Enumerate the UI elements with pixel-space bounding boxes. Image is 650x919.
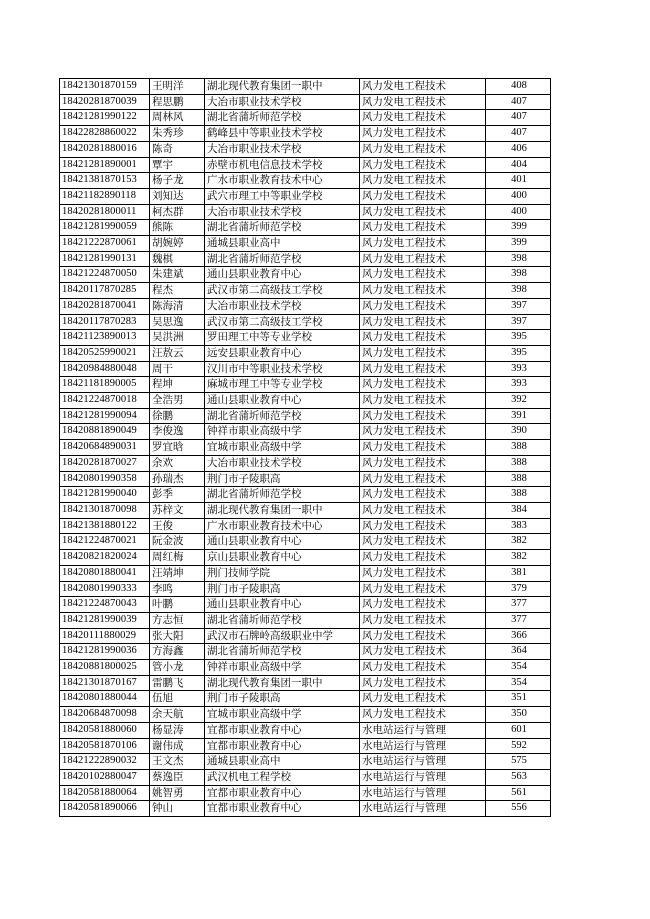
table-row [60, 173, 551, 189]
table-row [60, 471, 551, 487]
table-row [60, 502, 551, 518]
candidate-id-cell: 18420801990358 [60, 471, 150, 487]
school-cell: 鹤峰县中等职业技术学校 [205, 126, 360, 142]
candidate-id-cell: 18421182890118 [60, 188, 150, 204]
score-cell: 364 [486, 644, 551, 660]
table-row [60, 314, 551, 330]
name-cell: 周干 [150, 361, 205, 377]
school-cell: 宜都市职业教育中心 [205, 785, 360, 801]
name-cell: 徐鹏 [150, 408, 205, 424]
major-cell: 风力发电工程技术 [360, 141, 486, 157]
table-row [60, 565, 551, 581]
name-cell: 雷鹏飞 [150, 675, 205, 691]
major-cell: 风力发电工程技术 [360, 220, 486, 236]
score-cell: 601 [486, 722, 551, 738]
major-cell: 风力发电工程技术 [360, 298, 486, 314]
major-cell: 风力发电工程技术 [360, 110, 486, 126]
score-cell: 398 [486, 267, 551, 283]
score-cell: 351 [486, 691, 551, 707]
table-row [60, 79, 551, 95]
score-cell: 388 [486, 455, 551, 471]
score-cell: 393 [486, 361, 551, 377]
name-cell: 孙瑞杰 [150, 471, 205, 487]
score-cell: 382 [486, 550, 551, 566]
major-cell: 风力发电工程技术 [360, 377, 486, 393]
major-cell: 风力发电工程技术 [360, 502, 486, 518]
major-cell: 水电站运行与管理 [360, 801, 486, 817]
score-cell: 377 [486, 612, 551, 628]
school-cell: 宜都市职业教育中心 [205, 801, 360, 817]
school-cell: 武穴市理工中等职业学校 [205, 188, 360, 204]
name-cell: 管小龙 [150, 660, 205, 676]
candidate-id-cell: 18421123890013 [60, 330, 150, 346]
name-cell: 汪靖坤 [150, 565, 205, 581]
candidate-id-cell: 18421281990039 [60, 612, 150, 628]
table-row [60, 769, 551, 785]
candidate-id-cell: 18420281800011 [60, 204, 150, 220]
major-cell: 风力发电工程技术 [360, 236, 486, 252]
candidate-id-cell: 18421301870167 [60, 675, 150, 691]
table-row [60, 267, 551, 283]
score-cell: 561 [486, 785, 551, 801]
candidate-id-cell: 18420801990333 [60, 581, 150, 597]
table-row [60, 597, 551, 613]
major-cell: 水电站运行与管理 [360, 738, 486, 754]
school-cell: 赤壁市机电信息技术学校 [205, 157, 360, 173]
name-cell: 胡婉婷 [150, 236, 205, 252]
score-cell: 399 [486, 236, 551, 252]
school-cell: 湖北现代教育集团一职中 [205, 675, 360, 691]
school-cell: 宜都市职业教育中心 [205, 738, 360, 754]
score-cell: 407 [486, 126, 551, 142]
school-cell: 广水市职业教育技术中心 [205, 518, 360, 534]
candidate-id-cell: 18420281870039 [60, 94, 150, 110]
name-cell: 全浩男 [150, 393, 205, 409]
name-cell: 陈海清 [150, 298, 205, 314]
school-cell: 麻城市理工中等专业学校 [205, 377, 360, 393]
candidate-id-cell: 18420281870041 [60, 298, 150, 314]
major-cell: 风力发电工程技术 [360, 345, 486, 361]
name-cell: 叶鹏 [150, 597, 205, 613]
score-cell: 382 [486, 534, 551, 550]
major-cell: 风力发电工程技术 [360, 157, 486, 173]
candidate-id-cell: 18420821820024 [60, 550, 150, 566]
table-row [60, 110, 551, 126]
school-cell: 湖北省蒲圻师范学校 [205, 644, 360, 660]
candidate-id-cell: 18421224870021 [60, 534, 150, 550]
major-cell: 风力发电工程技术 [360, 550, 486, 566]
name-cell: 程思鹏 [150, 94, 205, 110]
table-row [60, 455, 551, 471]
name-cell: 苏梓文 [150, 502, 205, 518]
major-cell: 风力发电工程技术 [360, 487, 486, 503]
school-cell: 通山县职业教育中心 [205, 267, 360, 283]
candidate-id-cell: 18420525990021 [60, 345, 150, 361]
score-table [59, 78, 551, 817]
table-row [60, 612, 551, 628]
major-cell: 风力发电工程技术 [360, 424, 486, 440]
major-cell: 风力发电工程技术 [360, 440, 486, 456]
table-row [60, 220, 551, 236]
school-cell: 通山县职业教育中心 [205, 597, 360, 613]
table-row [60, 660, 551, 676]
table-row [60, 785, 551, 801]
score-cell: 398 [486, 283, 551, 299]
score-cell: 556 [486, 801, 551, 817]
candidate-id-cell: 18421301870098 [60, 502, 150, 518]
table-row [60, 518, 551, 534]
candidate-id-cell: 18421281990122 [60, 110, 150, 126]
table-row [60, 94, 551, 110]
major-cell: 水电站运行与管理 [360, 785, 486, 801]
major-cell: 风力发电工程技术 [360, 94, 486, 110]
name-cell: 杨显涛 [150, 722, 205, 738]
school-cell: 湖北省蒲圻师范学校 [205, 612, 360, 628]
candidate-id-cell: 18420984880048 [60, 361, 150, 377]
candidate-id-cell: 18420581880064 [60, 785, 150, 801]
table-row [60, 298, 551, 314]
major-cell: 风力发电工程技术 [360, 204, 486, 220]
candidate-id-cell: 18421224870043 [60, 597, 150, 613]
candidate-id-cell: 18420881800025 [60, 660, 150, 676]
name-cell: 余欢 [150, 455, 205, 471]
name-cell: 程杰 [150, 283, 205, 299]
school-cell: 湖北现代教育集团一职中 [205, 502, 360, 518]
major-cell: 风力发电工程技术 [360, 283, 486, 299]
candidate-id-cell: 18420581880060 [60, 722, 150, 738]
name-cell: 罗宜晗 [150, 440, 205, 456]
school-cell: 通山县职业教育中心 [205, 534, 360, 550]
name-cell: 彭季 [150, 487, 205, 503]
table-row [60, 126, 551, 142]
score-cell: 592 [486, 738, 551, 754]
table-row [60, 487, 551, 503]
table-row [60, 393, 551, 409]
major-cell: 风力发电工程技术 [360, 267, 486, 283]
major-cell: 风力发电工程技术 [360, 534, 486, 550]
major-cell: 风力发电工程技术 [360, 518, 486, 534]
name-cell: 阮金波 [150, 534, 205, 550]
major-cell: 风力发电工程技术 [360, 314, 486, 330]
name-cell: 朱秀珍 [150, 126, 205, 142]
major-cell: 风力发电工程技术 [360, 691, 486, 707]
name-cell: 余天航 [150, 707, 205, 723]
table-row [60, 330, 551, 346]
table-row [60, 345, 551, 361]
major-cell: 水电站运行与管理 [360, 769, 486, 785]
major-cell: 风力发电工程技术 [360, 361, 486, 377]
major-cell: 风力发电工程技术 [360, 251, 486, 267]
major-cell: 风力发电工程技术 [360, 597, 486, 613]
school-cell: 宜城市职业高级中学 [205, 707, 360, 723]
candidate-id-cell: 18420881890049 [60, 424, 150, 440]
school-cell: 武汉市石牌岭高级职业中学 [205, 628, 360, 644]
score-cell: 379 [486, 581, 551, 597]
score-table-body [60, 79, 551, 817]
name-cell: 熊陈 [150, 220, 205, 236]
table-row [60, 738, 551, 754]
candidate-id-cell: 18421224870050 [60, 267, 150, 283]
major-cell: 风力发电工程技术 [360, 644, 486, 660]
table-row [60, 251, 551, 267]
school-cell: 湖北省蒲圻师范学校 [205, 110, 360, 126]
major-cell: 风力发电工程技术 [360, 675, 486, 691]
school-cell: 大冶市职业技术学校 [205, 94, 360, 110]
score-cell: 404 [486, 157, 551, 173]
candidate-id-cell: 18421281990131 [60, 251, 150, 267]
table-row [60, 361, 551, 377]
score-cell: 393 [486, 377, 551, 393]
table-row [60, 550, 551, 566]
score-cell: 350 [486, 707, 551, 723]
candidate-id-cell: 18420801880044 [60, 691, 150, 707]
school-cell: 远安县职业教育中心 [205, 345, 360, 361]
name-cell: 柯杰群 [150, 204, 205, 220]
school-cell: 钟祥市职业高级中学 [205, 660, 360, 676]
table-row [60, 628, 551, 644]
name-cell: 王文杰 [150, 754, 205, 770]
table-row [60, 204, 551, 220]
school-cell: 湖北现代教育集团一职中 [205, 79, 360, 95]
score-cell: 406 [486, 141, 551, 157]
candidate-id-cell: 18421281890001 [60, 157, 150, 173]
major-cell: 风力发电工程技术 [360, 660, 486, 676]
score-cell: 401 [486, 173, 551, 189]
major-cell: 风力发电工程技术 [360, 471, 486, 487]
candidate-id-cell: 18420581870106 [60, 738, 150, 754]
score-cell: 388 [486, 440, 551, 456]
score-cell: 400 [486, 188, 551, 204]
name-cell: 魏棋 [150, 251, 205, 267]
candidate-id-cell: 18421381880122 [60, 518, 150, 534]
score-cell: 397 [486, 298, 551, 314]
score-cell: 395 [486, 345, 551, 361]
score-cell: 397 [486, 314, 551, 330]
name-cell: 周林风 [150, 110, 205, 126]
candidate-id-cell: 18420581890066 [60, 801, 150, 817]
score-cell: 400 [486, 204, 551, 220]
major-cell: 风力发电工程技术 [360, 628, 486, 644]
table-row [60, 707, 551, 723]
score-cell: 575 [486, 754, 551, 770]
table-row [60, 141, 551, 157]
candidate-id-cell: 18421281990040 [60, 487, 150, 503]
school-cell: 通城县职业高中 [205, 754, 360, 770]
table-row [60, 581, 551, 597]
major-cell: 风力发电工程技术 [360, 330, 486, 346]
candidate-id-cell: 18420684890031 [60, 440, 150, 456]
school-cell: 通城县职业高中 [205, 236, 360, 252]
major-cell: 风力发电工程技术 [360, 581, 486, 597]
school-cell: 大冶市职业技术学校 [205, 204, 360, 220]
candidate-id-cell: 18420684870098 [60, 707, 150, 723]
table-row [60, 440, 551, 456]
score-cell: 395 [486, 330, 551, 346]
name-cell: 姚智勇 [150, 785, 205, 801]
candidate-id-cell: 18420281880016 [60, 141, 150, 157]
school-cell: 钟祥市职业高级中学 [205, 424, 360, 440]
table-row [60, 236, 551, 252]
name-cell: 张大阳 [150, 628, 205, 644]
school-cell: 宜都市职业教育中心 [205, 722, 360, 738]
major-cell: 水电站运行与管理 [360, 722, 486, 738]
score-cell: 390 [486, 424, 551, 440]
candidate-id-cell: 18421224870018 [60, 393, 150, 409]
school-cell: 荆门市子陵职高 [205, 581, 360, 597]
score-cell: 398 [486, 251, 551, 267]
name-cell: 钟山 [150, 801, 205, 817]
table-row [60, 157, 551, 173]
school-cell: 湖北省蒲圻师范学校 [205, 408, 360, 424]
name-cell: 吴洪洲 [150, 330, 205, 346]
school-cell: 宜城市职业高级中学 [205, 440, 360, 456]
score-cell: 384 [486, 502, 551, 518]
school-cell: 大冶市职业技术学校 [205, 298, 360, 314]
major-cell: 风力发电工程技术 [360, 188, 486, 204]
table-row [60, 644, 551, 660]
candidate-id-cell: 18420117870285 [60, 283, 150, 299]
candidate-id-cell: 18420801880041 [60, 565, 150, 581]
candidate-id-cell: 18421181890005 [60, 377, 150, 393]
table-row [60, 283, 551, 299]
name-cell: 谢伟成 [150, 738, 205, 754]
major-cell: 风力发电工程技术 [360, 565, 486, 581]
score-cell: 392 [486, 393, 551, 409]
school-cell: 大冶市职业技术学校 [205, 141, 360, 157]
name-cell: 王俊 [150, 518, 205, 534]
school-cell: 荆门技师学院 [205, 565, 360, 581]
name-cell: 杨子龙 [150, 173, 205, 189]
score-cell: 563 [486, 769, 551, 785]
table-row [60, 754, 551, 770]
table-row [60, 408, 551, 424]
name-cell: 汪敖云 [150, 345, 205, 361]
name-cell: 覃宇 [150, 157, 205, 173]
name-cell: 蔡逸臣 [150, 769, 205, 785]
candidate-id-cell: 18421301870159 [60, 79, 150, 95]
school-cell: 大冶市职业技术学校 [205, 455, 360, 471]
school-cell: 罗田理工中等专业学校 [205, 330, 360, 346]
table-row [60, 801, 551, 817]
score-cell: 388 [486, 471, 551, 487]
school-cell: 通山县职业教育中心 [205, 393, 360, 409]
school-cell: 荆门市子陵职高 [205, 691, 360, 707]
table-row [60, 675, 551, 691]
table-row [60, 377, 551, 393]
score-cell: 383 [486, 518, 551, 534]
score-cell: 407 [486, 110, 551, 126]
candidate-id-cell: 18421222870061 [60, 236, 150, 252]
score-cell: 407 [486, 94, 551, 110]
candidate-id-cell: 18421281990059 [60, 220, 150, 236]
name-cell: 周红梅 [150, 550, 205, 566]
major-cell: 风力发电工程技术 [360, 393, 486, 409]
name-cell: 朱建斌 [150, 267, 205, 283]
score-cell: 354 [486, 675, 551, 691]
table-row [60, 722, 551, 738]
name-cell: 伍旭 [150, 691, 205, 707]
major-cell: 水电站运行与管理 [360, 754, 486, 770]
name-cell: 李俊逸 [150, 424, 205, 440]
school-cell: 汉川市中等职业技术学校 [205, 361, 360, 377]
table-row [60, 691, 551, 707]
school-cell: 武汉市第二高级技工学校 [205, 283, 360, 299]
score-cell: 408 [486, 79, 551, 95]
school-cell: 湖北省蒲圻师范学校 [205, 220, 360, 236]
candidate-id-cell: 18420102880047 [60, 769, 150, 785]
score-cell: 388 [486, 487, 551, 503]
name-cell: 刘知达 [150, 188, 205, 204]
name-cell: 吴思逸 [150, 314, 205, 330]
name-cell: 陈奇 [150, 141, 205, 157]
name-cell: 方海鑫 [150, 644, 205, 660]
score-cell: 391 [486, 408, 551, 424]
name-cell: 程坤 [150, 377, 205, 393]
school-cell: 荆门市子陵职高 [205, 471, 360, 487]
school-cell: 武汉市第二高级技工学校 [205, 314, 360, 330]
major-cell: 风力发电工程技术 [360, 126, 486, 142]
candidate-id-cell: 18421381870153 [60, 173, 150, 189]
major-cell: 风力发电工程技术 [360, 612, 486, 628]
school-cell: 湖北省蒲圻师范学校 [205, 487, 360, 503]
major-cell: 风力发电工程技术 [360, 408, 486, 424]
candidate-id-cell: 18421281990036 [60, 644, 150, 660]
major-cell: 风力发电工程技术 [360, 79, 486, 95]
score-cell: 377 [486, 597, 551, 613]
school-cell: 武汉机电工程学校 [205, 769, 360, 785]
score-cell: 354 [486, 660, 551, 676]
table-row [60, 424, 551, 440]
score-cell: 381 [486, 565, 551, 581]
major-cell: 风力发电工程技术 [360, 455, 486, 471]
candidate-id-cell: 18421281990094 [60, 408, 150, 424]
name-cell: 方志恒 [150, 612, 205, 628]
candidate-id-cell: 18420281870027 [60, 455, 150, 471]
table-row [60, 188, 551, 204]
table-row [60, 534, 551, 550]
candidate-id-cell: 18422828860022 [60, 126, 150, 142]
school-cell: 湖北省蒲圻师范学校 [205, 251, 360, 267]
candidate-id-cell: 18420117870283 [60, 314, 150, 330]
major-cell: 风力发电工程技术 [360, 173, 486, 189]
major-cell: 风力发电工程技术 [360, 707, 486, 723]
candidate-id-cell: 18421222890032 [60, 754, 150, 770]
candidate-id-cell: 18420111880029 [60, 628, 150, 644]
score-cell: 366 [486, 628, 551, 644]
name-cell: 李鸣 [150, 581, 205, 597]
school-cell: 广水市职业教育技术中心 [205, 173, 360, 189]
school-cell: 京山县职业教育中心 [205, 550, 360, 566]
score-cell: 399 [486, 220, 551, 236]
name-cell: 王明洋 [150, 79, 205, 95]
